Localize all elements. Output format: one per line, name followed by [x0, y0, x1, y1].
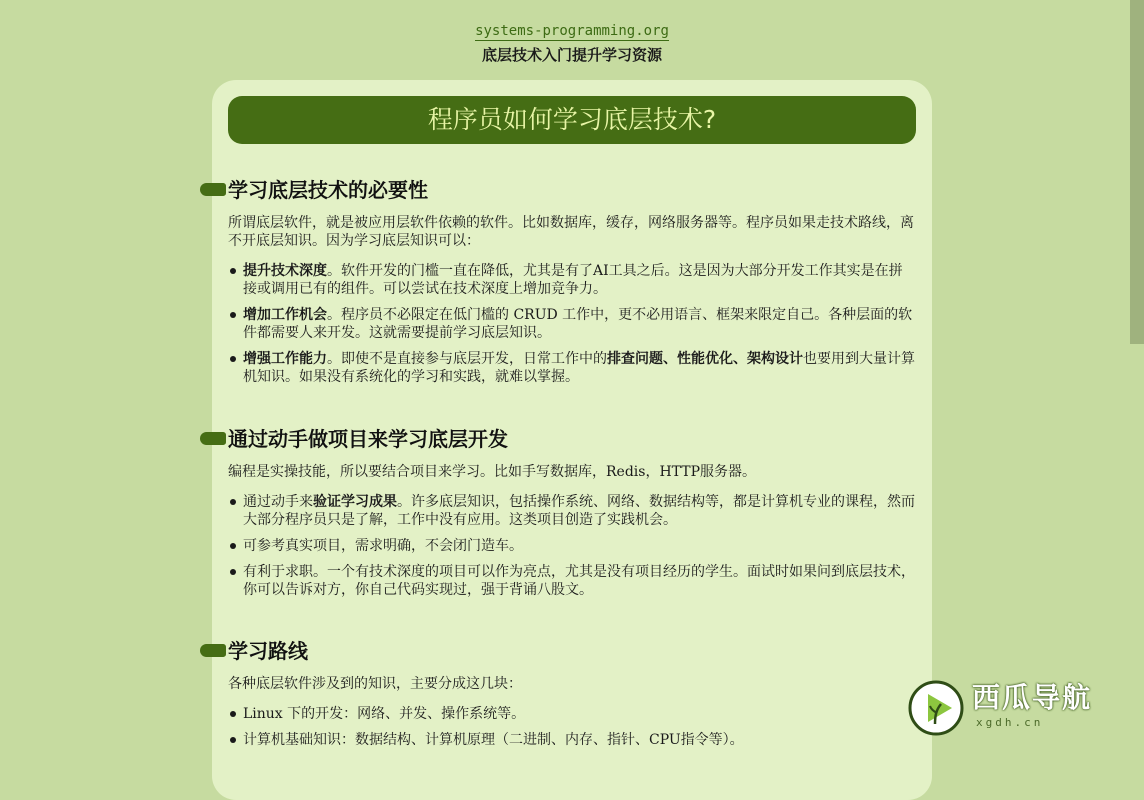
article-card [212, 80, 932, 800]
list-item [243, 350, 916, 386]
list-item [243, 731, 916, 749]
watermark-name: 西瓜导航 [972, 681, 1093, 714]
list-item-emphasis: 排查问题、性能优化、架构设计 [607, 351, 803, 367]
list-item-text: 也要用到大量计算机知识。如果没有系统化的学习和实践，就难以掌握。 [243, 351, 915, 385]
bullet-list [212, 262, 932, 386]
bullet-list [212, 705, 932, 749]
bullet-list [212, 493, 932, 599]
list-item-emphasis: 验证学习成果 [313, 494, 397, 510]
heading-marker-icon [200, 183, 226, 196]
site-tagline: 底层技术入门提升学习资源 [481, 46, 662, 64]
section-intro: 编程是实操技能，所以要结合项目来学习。比如手写数据库，Redis，HTTP服务器。 [228, 464, 757, 480]
section-roadmap [212, 637, 932, 757]
watermark [908, 680, 1128, 736]
list-item-text: 计算机基础知识：数据结构、计算机原理（二进制、内存、指针、CPU指令等）。 [243, 732, 744, 748]
section-intro: 所谓底层软件，就是被应用层软件依赖的软件。比如数据库，缓存，网络服务器等。程序员如果走技术路线，离不开底层知识。因为学习底层知识可以： [228, 215, 914, 249]
list-item-text: 有利于求职。一个有技术深度的项目可以作为亮点，尤其是没有项目经历的学生。面试时如果问到底层技术，你可以告诉对方，你自己代码实现过，强于背诵八股文。 [243, 564, 915, 598]
list-item-text: 。程序员不必限定在低门槛的 CRUD 工作中，更不必用语言、框架来限定自己。各种层面的软件都需要人来开发。这就需要提前学习底层知识。 [243, 307, 913, 341]
list-item-text: Linux 下的开发：网络、并发、操作系统等。 [243, 706, 526, 722]
section-intro: 各种底层软件涉及到的知识，主要分成这几块： [228, 676, 522, 692]
list-item [243, 262, 916, 298]
list-item-lead: 提升技术深度 [243, 263, 327, 279]
list-item [243, 537, 916, 555]
list-item-text: 。即使不是直接参与底层开发，日常工作中的 [327, 351, 607, 367]
list-item-lead: 增加工作机会 [243, 307, 327, 323]
list-item-text: 通过动手来 [243, 494, 313, 510]
site-header [0, 20, 1144, 65]
section-heading-text: 学习底层技术的必要性 [228, 178, 428, 202]
list-item [243, 493, 916, 529]
watermark-domain: xgdh.cn [976, 716, 1044, 729]
heading-marker-icon [200, 644, 226, 657]
list-item-text: 可参考真实项目，需求明确，不会闭门造车。 [243, 538, 523, 554]
scrollbar-thumb[interactable] [1130, 0, 1144, 344]
list-item [243, 705, 916, 723]
list-item [243, 563, 916, 599]
list-item-text: 。许多底层知识，包括操作系统、网络、数据结构等，都是计算机专业的课程，然而大部分程序员只是了解，工作中没有应用。这类项目创造了实践机会。 [243, 494, 915, 528]
section-heading [212, 176, 932, 204]
site-link[interactable]: systems-programming.org [475, 23, 669, 39]
list-item [243, 306, 916, 342]
heading-marker-icon [200, 432, 226, 445]
section-heading-text: 学习路线 [228, 639, 308, 663]
section-heading [212, 637, 932, 665]
list-item-lead: 增强工作能力 [243, 351, 327, 367]
section-heading-text: 通过动手做项目来学习底层开发 [228, 427, 508, 451]
page-title: 程序员如何学习底层技术? [228, 96, 916, 144]
section-heading [212, 425, 932, 453]
section-projects [212, 425, 932, 607]
section-necessity [212, 176, 932, 394]
list-item-text: 。软件开发的门槛一直在降低，尤其是有了AI工具之后。这是因为大部分开发工作其实是在拼接或调用已有的组件。可以尝试在技术深度上增加竞争力。 [243, 263, 903, 297]
vertical-scrollbar[interactable] [1130, 0, 1144, 751]
watermelon-logo-icon [908, 680, 964, 736]
